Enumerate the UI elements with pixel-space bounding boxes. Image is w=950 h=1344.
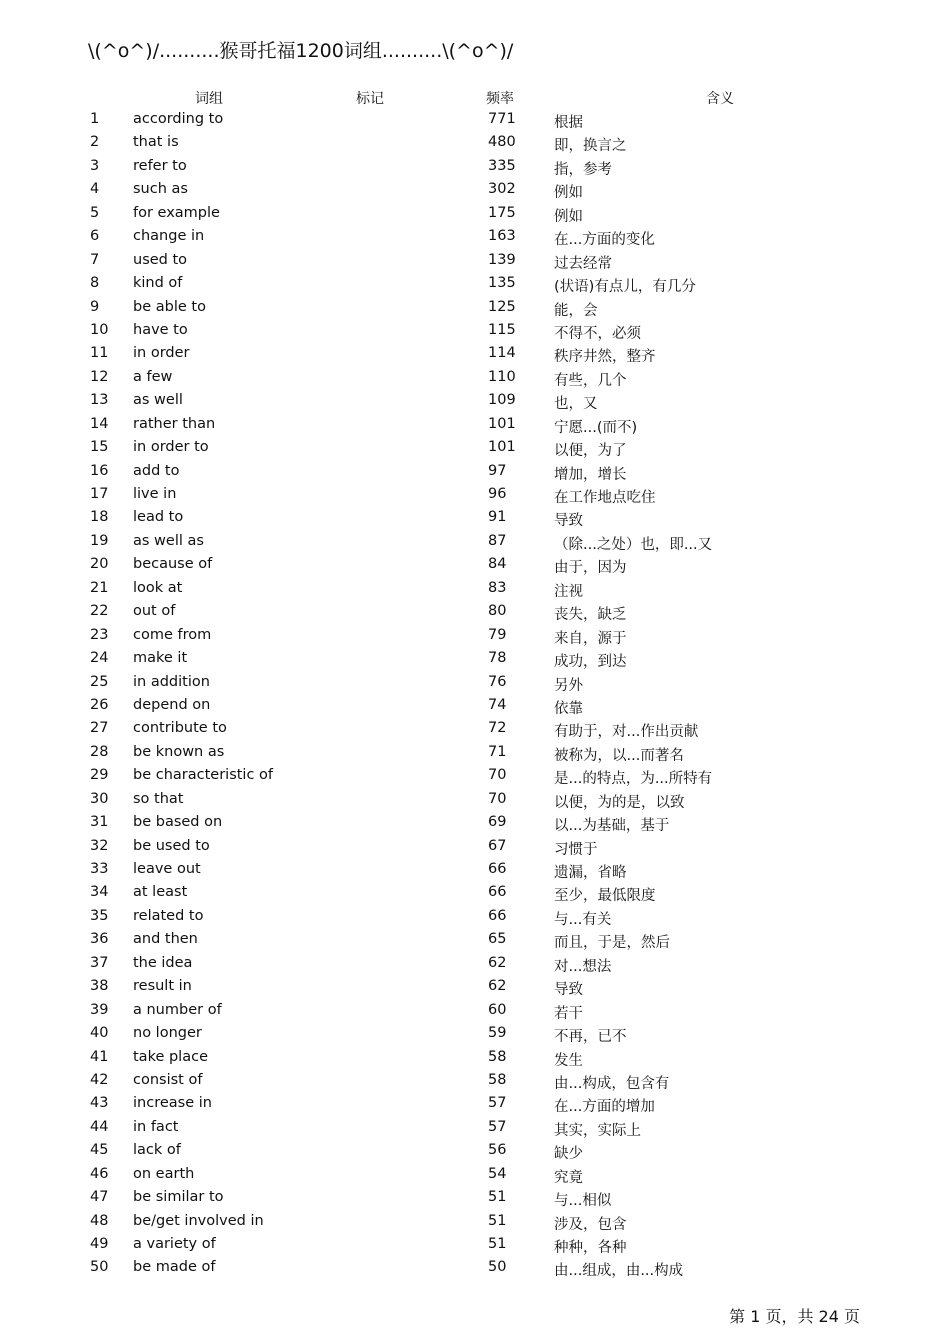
row-phrase: result in (133, 978, 192, 995)
row-index: 49 (90, 1236, 109, 1252)
table-row (0, 1210, 950, 1233)
row-frequency: 97 (488, 462, 507, 479)
table-row (0, 108, 950, 131)
row-meaning: 而且，于是，然后 (554, 935, 670, 952)
row-meaning: 有助于，对...作出贡献 (554, 724, 699, 741)
row-meaning: 例如 (554, 185, 583, 202)
row-frequency: 54 (488, 1165, 507, 1182)
row-frequency: 91 (488, 509, 507, 526)
table-row (0, 1163, 950, 1186)
table-row (0, 319, 950, 342)
row-index: 42 (90, 1071, 109, 1088)
table-row (0, 131, 950, 154)
row-frequency: 51 (488, 1189, 507, 1206)
table-row (0, 366, 950, 389)
row-meaning: 在...方面的变化 (554, 232, 655, 249)
table-row (0, 389, 950, 412)
row-index: 46 (90, 1165, 109, 1182)
row-phrase: contribute to (133, 720, 227, 737)
row-meaning: 根据 (554, 115, 583, 131)
table-row (0, 1256, 950, 1279)
row-meaning: 依靠 (554, 700, 583, 717)
row-phrase: out of (133, 603, 176, 620)
table-row (0, 835, 950, 858)
row-phrase: refer to (133, 157, 187, 174)
table-row (0, 694, 950, 717)
row-phrase: related to (133, 907, 204, 924)
row-phrase: because of (133, 556, 213, 573)
row-frequency: 87 (488, 532, 507, 549)
row-phrase: be similar to (133, 1189, 224, 1206)
table-row (0, 600, 950, 623)
row-meaning: 来自，源于 (554, 630, 627, 647)
table-row (0, 155, 950, 178)
row-phrase: be used to (133, 837, 210, 854)
row-phrase: as well (133, 392, 183, 409)
table-row (0, 296, 950, 319)
row-phrase: for example (133, 204, 220, 221)
row-phrase: in order (133, 345, 190, 362)
row-phrase: leave out (133, 861, 201, 877)
row-phrase: come from (133, 626, 212, 643)
row-frequency: 114 (488, 345, 516, 362)
row-phrase: at least (133, 884, 188, 901)
row-index: 40 (90, 1025, 109, 1042)
row-phrase: lack of (133, 1142, 181, 1159)
row-meaning: 不再，已不 (554, 1029, 627, 1046)
row-frequency: 51 (488, 1212, 507, 1229)
row-index: 5 (90, 204, 100, 221)
row-meaning: 另外 (554, 677, 583, 694)
row-index: 22 (90, 603, 109, 620)
row-index: 32 (90, 837, 109, 854)
row-phrase: according to (133, 111, 224, 127)
row-meaning: 宁愿...(而不) (554, 419, 638, 436)
row-meaning: 有些，几个 (554, 372, 627, 389)
row-phrase: on earth (133, 1165, 195, 1182)
row-frequency: 58 (488, 1048, 507, 1065)
row-index: 41 (90, 1048, 109, 1065)
row-frequency: 135 (488, 275, 516, 292)
row-meaning: 是...的特点，为...所特有 (554, 771, 713, 788)
row-frequency: 72 (488, 720, 507, 737)
row-index: 43 (90, 1095, 109, 1112)
row-index: 14 (90, 415, 109, 432)
row-meaning: 与...有关 (554, 911, 612, 928)
row-frequency: 110 (488, 368, 516, 385)
row-meaning: 在工作地点吃住 (554, 490, 656, 506)
row-meaning: 指，参考 (554, 161, 612, 178)
row-index: 21 (90, 579, 109, 596)
row-phrase: make it (133, 650, 188, 667)
row-meaning: （除...之处）也，即...又 (554, 536, 713, 553)
row-frequency: 139 (488, 251, 516, 268)
row-phrase: consist of (133, 1071, 203, 1088)
row-frequency: 84 (488, 556, 507, 573)
row-meaning: (状语)有点儿，有几分 (554, 279, 696, 296)
row-phrase: add to (133, 462, 180, 479)
row-index: 13 (90, 392, 109, 409)
row-meaning: 以...为基础，基于 (554, 818, 670, 835)
row-index: 34 (90, 884, 109, 901)
table-row (0, 624, 950, 647)
row-frequency: 66 (488, 861, 507, 877)
row-frequency: 67 (488, 837, 507, 854)
row-phrase: take place (133, 1048, 208, 1065)
header-meaning: 含义 (706, 91, 734, 107)
row-phrase: look at (133, 579, 183, 596)
header-phrase: 词组 (195, 91, 223, 107)
row-meaning: 若干 (554, 1005, 583, 1022)
row-meaning: 遗漏，省略 (554, 865, 627, 881)
row-index: 15 (90, 439, 109, 456)
row-frequency: 62 (488, 978, 507, 995)
row-frequency: 771 (488, 111, 516, 127)
table-row (0, 178, 950, 201)
row-index: 24 (90, 650, 109, 667)
row-index: 12 (90, 368, 109, 385)
row-frequency: 480 (488, 134, 516, 151)
row-index: 27 (90, 720, 109, 737)
row-meaning: 种种，各种 (554, 1240, 627, 1256)
row-index: 16 (90, 462, 109, 479)
row-frequency: 65 (488, 931, 507, 948)
table-row (0, 858, 950, 881)
row-meaning: 缺少 (554, 1146, 583, 1163)
row-meaning: 成功，到达 (554, 654, 627, 671)
row-index: 20 (90, 556, 109, 573)
row-meaning: 在...方面的增加 (554, 1099, 655, 1116)
table-row (0, 741, 950, 764)
row-phrase: live in (133, 486, 177, 502)
table-row (0, 506, 950, 529)
row-meaning: 由于，因为 (554, 560, 627, 577)
row-meaning: 究竟 (554, 1169, 583, 1186)
row-meaning: 导致 (554, 513, 583, 530)
table-row (0, 881, 950, 904)
table-row (0, 1186, 950, 1209)
row-index: 48 (90, 1212, 109, 1229)
row-phrase: lead to (133, 509, 184, 526)
row-frequency: 115 (488, 321, 516, 338)
table-row (0, 225, 950, 248)
row-frequency: 70 (488, 767, 507, 784)
row-frequency: 69 (488, 814, 507, 831)
row-index: 33 (90, 861, 109, 877)
row-meaning: 习惯于 (554, 841, 598, 858)
table-row (0, 811, 950, 834)
row-index: 30 (90, 790, 109, 807)
row-index: 26 (90, 696, 109, 713)
row-index: 19 (90, 532, 109, 549)
row-frequency: 163 (488, 228, 516, 245)
table-row (0, 436, 950, 459)
row-index: 29 (90, 767, 109, 784)
row-frequency: 80 (488, 603, 507, 620)
row-index: 45 (90, 1142, 109, 1159)
row-phrase: kind of (133, 275, 183, 292)
table-row (0, 202, 950, 225)
row-phrase: as well as (133, 532, 204, 549)
row-index: 25 (90, 673, 109, 690)
phrase-table (0, 108, 950, 1280)
table-row (0, 788, 950, 811)
table-row (0, 647, 950, 670)
row-frequency: 56 (488, 1142, 507, 1159)
row-phrase: have to (133, 321, 188, 338)
table-row (0, 905, 950, 928)
row-phrase: increase in (133, 1095, 212, 1112)
row-meaning: 以便，为了 (554, 443, 627, 460)
table-row (0, 1046, 950, 1069)
row-index: 10 (90, 321, 109, 338)
row-frequency: 96 (488, 486, 507, 502)
table-row (0, 1139, 950, 1162)
row-meaning: 与...相似 (554, 1193, 612, 1210)
row-frequency: 66 (488, 884, 507, 901)
row-index: 17 (90, 486, 109, 502)
row-frequency: 109 (488, 392, 516, 409)
row-frequency: 78 (488, 650, 507, 667)
row-phrase: change in (133, 228, 205, 245)
row-index: 37 (90, 954, 109, 971)
row-phrase: such as (133, 181, 188, 198)
row-phrase: a few (133, 368, 173, 385)
row-index: 39 (90, 1001, 109, 1018)
table-row (0, 577, 950, 600)
row-meaning: 以便，为的是，以致 (554, 794, 685, 811)
row-frequency: 70 (488, 790, 507, 807)
row-index: 47 (90, 1189, 109, 1206)
row-meaning: 导致 (554, 982, 583, 999)
header-mark: 标记 (356, 91, 384, 107)
row-index: 38 (90, 978, 109, 995)
table-row (0, 272, 950, 295)
row-phrase: and then (133, 931, 198, 948)
row-index: 35 (90, 907, 109, 924)
row-meaning: 即，换言之 (554, 138, 627, 155)
table-row (0, 553, 950, 576)
row-index: 36 (90, 931, 109, 948)
row-frequency: 302 (488, 181, 516, 198)
row-index: 9 (90, 298, 100, 315)
table-row (0, 928, 950, 951)
row-meaning: 由...构成，包含有 (554, 1075, 670, 1092)
row-phrase: a number of (133, 1001, 222, 1018)
row-frequency: 66 (488, 907, 507, 924)
header-frequency: 频率 (486, 91, 514, 107)
row-index: 44 (90, 1118, 109, 1135)
table-row (0, 952, 950, 975)
table-row (0, 1069, 950, 1092)
row-frequency: 50 (488, 1259, 507, 1276)
table-header (0, 88, 950, 108)
row-index: 7 (90, 251, 100, 268)
row-meaning: 注视 (554, 583, 583, 600)
row-frequency: 60 (488, 1001, 507, 1018)
row-meaning: 涉及，包含 (554, 1216, 627, 1233)
row-frequency: 101 (488, 415, 516, 432)
row-frequency: 71 (488, 743, 507, 760)
row-phrase: be based on (133, 814, 223, 831)
row-meaning: 至少，最低限度 (554, 888, 656, 905)
row-meaning: 增加，增长 (554, 466, 627, 483)
row-index: 2 (90, 134, 100, 151)
row-phrase: depend on (133, 696, 211, 713)
table-row (0, 1092, 950, 1115)
row-frequency: 57 (488, 1118, 507, 1135)
row-meaning: 对...想法 (554, 958, 612, 975)
row-frequency: 83 (488, 579, 507, 596)
row-index: 23 (90, 626, 109, 643)
row-frequency: 79 (488, 626, 507, 643)
row-meaning: 被称为，以...而著名 (554, 747, 684, 764)
row-phrase: be able to (133, 298, 206, 315)
table-row (0, 249, 950, 272)
row-index: 31 (90, 814, 109, 831)
row-index: 4 (90, 181, 100, 198)
row-phrase: be characteristic of (133, 767, 274, 784)
row-frequency: 59 (488, 1025, 507, 1042)
row-meaning: 过去经常 (554, 255, 612, 272)
row-phrase: that is (133, 134, 179, 151)
row-phrase: so that (133, 790, 184, 807)
row-meaning: 例如 (554, 208, 583, 225)
row-frequency: 125 (488, 298, 516, 315)
table-row (0, 717, 950, 740)
table-row (0, 1116, 950, 1139)
row-meaning: 秩序井然，整齐 (554, 349, 656, 366)
table-row (0, 530, 950, 553)
document-title: \(^o^)/..........猴哥托福1200词组..........\(^o^)/ (88, 40, 514, 62)
row-phrase: no longer (133, 1025, 202, 1042)
row-frequency: 101 (488, 439, 516, 456)
table-row (0, 460, 950, 483)
row-phrase: used to (133, 251, 188, 268)
row-frequency: 57 (488, 1095, 507, 1112)
table-row (0, 764, 950, 787)
row-phrase: in order to (133, 439, 209, 456)
row-frequency: 76 (488, 673, 507, 690)
row-meaning: 能，会 (554, 302, 598, 319)
table-row (0, 999, 950, 1022)
row-meaning: 其实，实际上 (554, 1122, 641, 1139)
row-index: 28 (90, 743, 109, 760)
row-meaning: 也，又 (554, 396, 598, 413)
row-frequency: 51 (488, 1236, 507, 1252)
table-row (0, 413, 950, 436)
row-phrase: the idea (133, 954, 193, 971)
page-footer: 第 1 页，共 24 页 (729, 1307, 860, 1326)
row-phrase: in fact (133, 1118, 179, 1135)
row-index: 18 (90, 509, 109, 526)
row-phrase: be known as (133, 743, 225, 760)
row-frequency: 335 (488, 157, 516, 174)
row-frequency: 175 (488, 204, 516, 221)
table-row (0, 975, 950, 998)
row-meaning: 由...组成，由...构成 (554, 1263, 684, 1280)
row-meaning: 不得不，必须 (554, 325, 641, 342)
row-frequency: 74 (488, 696, 507, 713)
row-frequency: 62 (488, 954, 507, 971)
row-frequency: 58 (488, 1071, 507, 1088)
row-phrase: be/get involved in (133, 1212, 264, 1229)
table-row (0, 1233, 950, 1256)
row-meaning: 发生 (554, 1052, 583, 1069)
row-index: 6 (90, 228, 100, 245)
row-phrase: a variety of (133, 1236, 216, 1252)
table-row (0, 1022, 950, 1045)
row-phrase: rather than (133, 415, 216, 432)
row-phrase: be made of (133, 1259, 216, 1276)
row-index: 1 (90, 111, 100, 127)
row-meaning: 丧失，缺乏 (554, 607, 627, 624)
row-index: 8 (90, 275, 100, 292)
table-row (0, 671, 950, 694)
row-index: 3 (90, 157, 100, 174)
row-index: 50 (90, 1259, 109, 1276)
row-index: 11 (90, 345, 109, 362)
table-row (0, 483, 950, 506)
table-row (0, 342, 950, 365)
row-phrase: in addition (133, 673, 210, 690)
